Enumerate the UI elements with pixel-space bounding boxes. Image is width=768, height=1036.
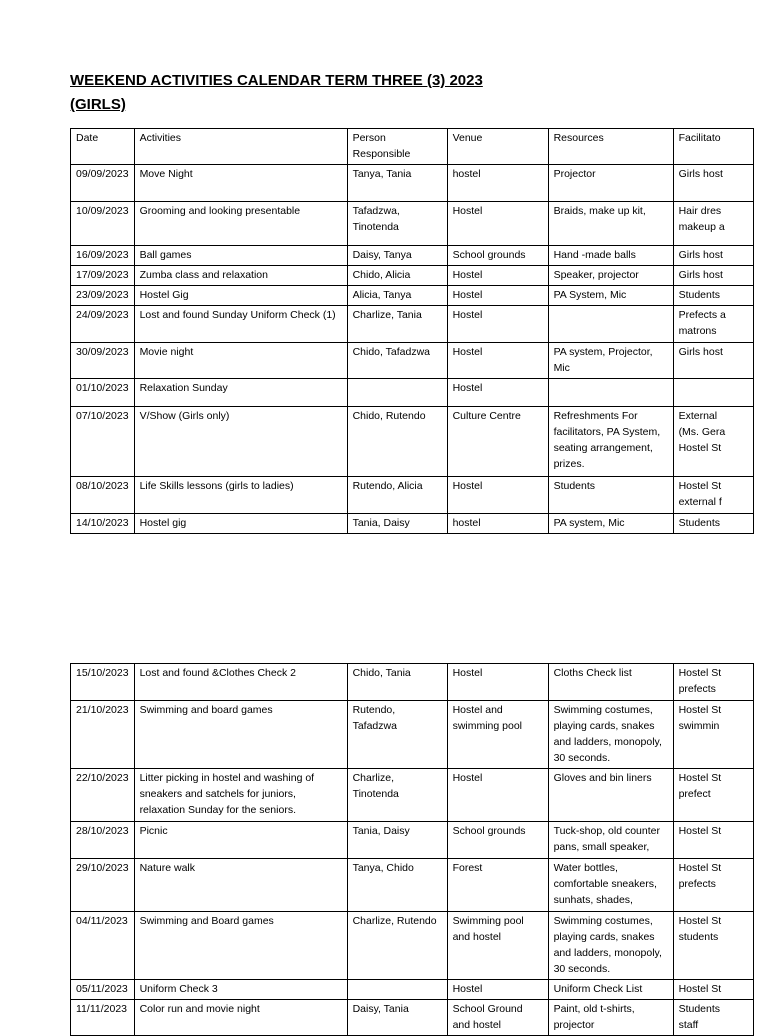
facilitator-cell: Students: [673, 514, 753, 534]
venue-cell: hostel: [447, 165, 548, 202]
table-row: [71, 1000, 754, 1036]
resources-cell: Speaker, projector: [548, 266, 673, 286]
resources-cell: [548, 379, 673, 407]
date-cell: 01/10/2023: [71, 379, 135, 407]
activity-cell: Activities: [134, 129, 347, 165]
facilitator-cell: External (Ms. Gera Hostel St: [673, 407, 753, 477]
resources-cell: Hand -made balls: [548, 246, 673, 266]
table-row: [71, 822, 754, 859]
activity-cell: Move Night: [134, 165, 347, 202]
person-responsible-cell: Charlize, Tinotenda: [347, 769, 447, 822]
activity-cell: Picnic: [134, 822, 347, 859]
resources-cell: PA system, Projector, Mic: [548, 343, 673, 379]
date-cell: 09/09/2023: [71, 165, 135, 202]
person-responsible-cell: Daisy, Tanya: [347, 246, 447, 266]
person-responsible-cell: Chido, Alicia: [347, 266, 447, 286]
resources-cell: Gloves and bin liners: [548, 769, 673, 822]
person-responsible-cell: Charlize, Rutendo: [347, 912, 447, 980]
venue-cell: Culture Centre: [447, 407, 548, 477]
venue-cell: Hostel: [447, 286, 548, 306]
person-responsible-cell: [347, 980, 447, 1000]
date-cell: 08/10/2023: [71, 477, 135, 514]
resources-cell: Refreshments For facilitators, PA System, seating arrangement, prizes.: [548, 407, 673, 477]
venue-cell: Swimming pool and hostel: [447, 912, 548, 980]
table-row: [71, 306, 754, 343]
date-cell: 28/10/2023: [71, 822, 135, 859]
date-cell: 21/10/2023: [71, 701, 135, 769]
facilitator-cell: Hostel St prefect: [673, 769, 753, 822]
person-responsible-cell: Rutendo, Alicia: [347, 477, 447, 514]
document-subtitle: (GIRLS): [70, 96, 126, 113]
date-cell: 04/11/2023: [71, 912, 135, 980]
activity-cell: Relaxation Sunday: [134, 379, 347, 407]
resources-cell: Cloths Check list: [548, 664, 673, 701]
facilitator-cell: Students: [673, 286, 753, 306]
venue-cell: School grounds: [447, 822, 548, 859]
facilitator-cell: Hostel St prefects: [673, 859, 753, 912]
resources-cell: Water bottles, comfortable sneakers, sunhats, shades,: [548, 859, 673, 912]
facilitator-cell: Students staff: [673, 1000, 753, 1036]
activity-cell: Uniform Check 3: [134, 980, 347, 1000]
person-responsible-cell: Rutendo, Tafadzwa: [347, 701, 447, 769]
resources-cell: Swimming costumes, playing cards, snakes and ladders, monopoly, 30 seconds.: [548, 912, 673, 980]
resources-cell: PA System, Mic: [548, 286, 673, 306]
venue-cell: Venue: [447, 129, 548, 165]
venue-cell: Hostel and swimming pool: [447, 701, 548, 769]
activity-cell: Hostel Gig: [134, 286, 347, 306]
date-cell: 23/09/2023: [71, 286, 135, 306]
venue-cell: Hostel: [447, 266, 548, 286]
venue-cell: School grounds: [447, 246, 548, 266]
date-cell: 24/09/2023: [71, 306, 135, 343]
person-responsible-cell: Chido, Tafadzwa: [347, 343, 447, 379]
table-row: [71, 407, 754, 477]
venue-cell: hostel: [447, 514, 548, 534]
date-cell: Date: [71, 129, 135, 165]
date-cell: 22/10/2023: [71, 769, 135, 822]
venue-cell: School Ground and hostel: [447, 1000, 548, 1036]
table-row: [71, 343, 754, 379]
table-row: [71, 859, 754, 912]
table-row: [71, 980, 754, 1000]
person-responsible-cell: Tanya, Tania: [347, 165, 447, 202]
venue-cell: Hostel: [447, 202, 548, 246]
activity-cell: Grooming and looking presentable: [134, 202, 347, 246]
venue-cell: Hostel: [447, 343, 548, 379]
activity-cell: Movie night: [134, 343, 347, 379]
facilitator-cell: Girls host: [673, 246, 753, 266]
facilitator-cell: Girls host: [673, 343, 753, 379]
resources-cell: Swimming costumes, playing cards, snakes and ladders, monopoly, 30 seconds.: [548, 701, 673, 769]
facilitator-cell: Hostel St external f: [673, 477, 753, 514]
date-cell: 30/09/2023: [71, 343, 135, 379]
activity-cell: Swimming and board games: [134, 701, 347, 769]
person-responsible-cell: Person Responsible: [347, 129, 447, 165]
facilitator-cell: Girls host: [673, 266, 753, 286]
resources-cell: Braids, make up kit,: [548, 202, 673, 246]
resources-cell: Students: [548, 477, 673, 514]
facilitator-cell: Girls host: [673, 165, 753, 202]
date-cell: 14/10/2023: [71, 514, 135, 534]
venue-cell: Hostel: [447, 769, 548, 822]
facilitator-cell: Hostel St: [673, 980, 753, 1000]
date-cell: 15/10/2023: [71, 664, 135, 701]
activity-cell: Swimming and Board games: [134, 912, 347, 980]
resources-cell: Tuck-shop, old counter pans, small speaker,: [548, 822, 673, 859]
activity-cell: Lost and found &Clothes Check 2: [134, 664, 347, 701]
facilitator-cell: Hostel St prefects: [673, 664, 753, 701]
table-row: [71, 912, 754, 980]
venue-cell: Hostel: [447, 379, 548, 407]
venue-cell: Forest: [447, 859, 548, 912]
person-responsible-cell: Tafadzwa, Tinotenda: [347, 202, 447, 246]
facilitator-cell: [673, 379, 753, 407]
activity-cell: Litter picking in hostel and washing of sneakers and satchels for juniors, relaxation Sunday for the seniors.: [134, 769, 347, 822]
table-row: [71, 514, 754, 534]
activity-cell: Nature walk: [134, 859, 347, 912]
table-row: [71, 477, 754, 514]
person-responsible-cell: Chido, Rutendo: [347, 407, 447, 477]
person-responsible-cell: [347, 379, 447, 407]
resources-cell: [548, 306, 673, 343]
table-row: [71, 664, 754, 701]
table-row: [71, 266, 754, 286]
venue-cell: Hostel: [447, 664, 548, 701]
activity-cell: Hostel gig: [134, 514, 347, 534]
date-cell: 11/11/2023: [71, 1000, 135, 1036]
activity-cell: Ball games: [134, 246, 347, 266]
facilitator-cell: Prefects a matrons: [673, 306, 753, 343]
venue-cell: Hostel: [447, 477, 548, 514]
activities-table-page2: [70, 663, 754, 1036]
person-responsible-cell: Tania, Daisy: [347, 822, 447, 859]
venue-cell: Hostel: [447, 306, 548, 343]
resources-cell: PA system, Mic: [548, 514, 673, 534]
person-responsible-cell: Charlize, Tania: [347, 306, 447, 343]
activity-cell: Lost and found Sunday Uniform Check (1): [134, 306, 347, 343]
venue-cell: Hostel: [447, 980, 548, 1000]
date-cell: 29/10/2023: [71, 859, 135, 912]
person-responsible-cell: Tania, Daisy: [347, 514, 447, 534]
person-responsible-cell: Tanya, Chido: [347, 859, 447, 912]
facilitator-cell: Hostel St: [673, 822, 753, 859]
facilitator-cell: Hair dres makeup a: [673, 202, 753, 246]
table-row: [71, 202, 754, 246]
table-row: [71, 165, 754, 202]
table-row: [71, 246, 754, 266]
date-cell: 10/09/2023: [71, 202, 135, 246]
facilitator-cell: Hostel St swimmin: [673, 701, 753, 769]
activity-cell: V/Show (Girls only): [134, 407, 347, 477]
date-cell: 17/09/2023: [71, 266, 135, 286]
table-header-row: [71, 129, 754, 165]
facilitator-cell: Hostel St students: [673, 912, 753, 980]
table-row: [71, 286, 754, 306]
table-row: [71, 701, 754, 769]
resources-cell: Uniform Check List: [548, 980, 673, 1000]
resources-cell: Projector: [548, 165, 673, 202]
table-row: [71, 769, 754, 822]
activity-cell: Color run and movie night: [134, 1000, 347, 1036]
resources-cell: Resources: [548, 129, 673, 165]
date-cell: 16/09/2023: [71, 246, 135, 266]
person-responsible-cell: Daisy, Tania: [347, 1000, 447, 1036]
person-responsible-cell: Chido, Tania: [347, 664, 447, 701]
facilitator-cell: Facilitato: [673, 129, 753, 165]
document-title: WEEKEND ACTIVITIES CALENDAR TERM THREE (3) 2023: [70, 72, 483, 89]
activity-cell: Life Skills lessons (girls to ladies): [134, 477, 347, 514]
date-cell: 05/11/2023: [71, 980, 135, 1000]
activities-table-page1: [70, 128, 754, 534]
date-cell: 07/10/2023: [71, 407, 135, 477]
person-responsible-cell: Alicia, Tanya: [347, 286, 447, 306]
table-row: [71, 379, 754, 407]
resources-cell: Paint, old t-shirts, projector: [548, 1000, 673, 1036]
activity-cell: Zumba class and relaxation: [134, 266, 347, 286]
